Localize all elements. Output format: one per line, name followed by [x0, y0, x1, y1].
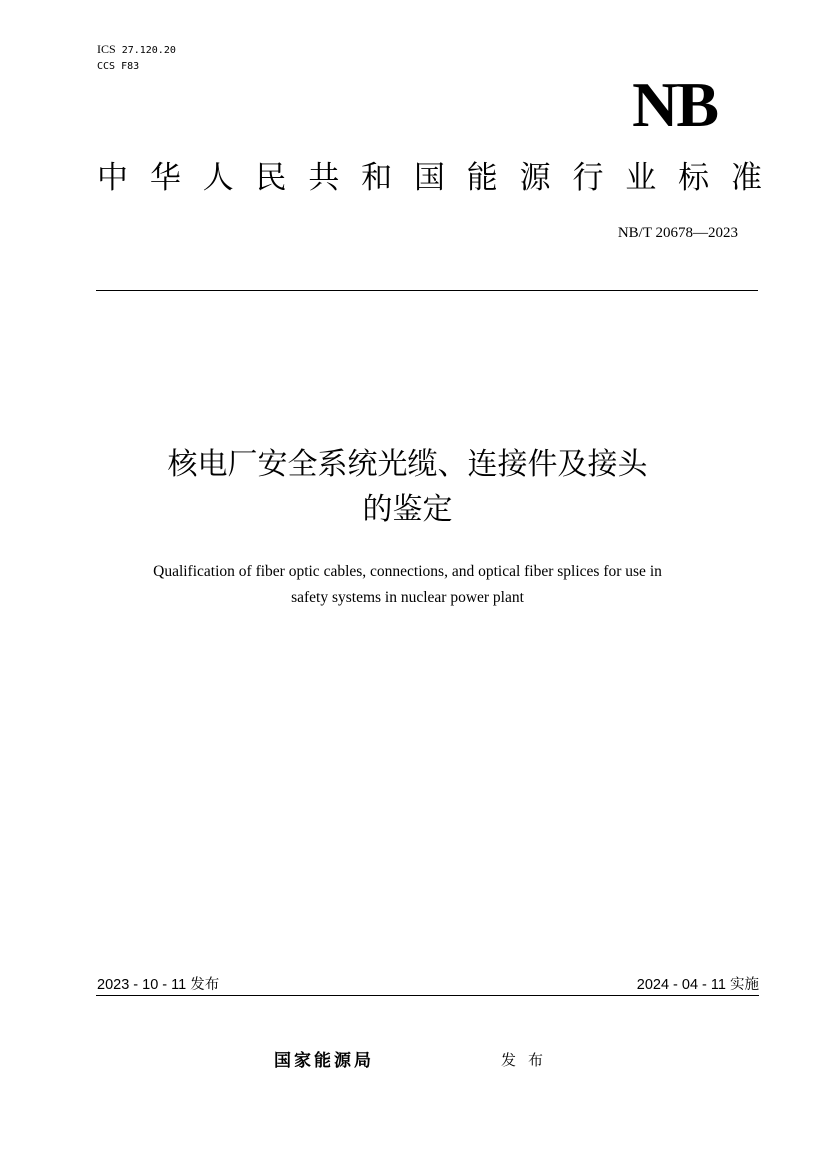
ics-label: ICS — [97, 42, 116, 56]
standard-type-char: 国 — [413, 160, 445, 196]
standard-type-char: 源 — [519, 160, 551, 196]
standard-type-char: 共 — [308, 160, 340, 196]
standard-type-heading — [97, 158, 762, 198]
header-divider — [96, 290, 758, 291]
standard-type-char: 准 — [730, 160, 762, 196]
ccs-classification: CCS F83 — [97, 61, 140, 72]
standard-type-char: 业 — [625, 160, 657, 196]
standard-type-char: 行 — [572, 160, 604, 196]
standard-type-char: 中 — [97, 160, 128, 196]
standard-type-char: 和 — [361, 160, 393, 196]
standard-number: NB/T 20678—2023 — [617, 225, 738, 241]
ics-classification — [97, 42, 176, 58]
ics-code: 27.120.20 — [121, 45, 176, 56]
standard-type-char: 标 — [678, 160, 710, 196]
title-chinese-line-1: 核电厂安全系统光缆、连接件及接头 — [167, 447, 648, 482]
title-chinese-line-2: 的鉴定 — [362, 492, 453, 527]
title-english-line-2: safety systems in nuclear power plant — [291, 589, 524, 606]
standard-type-char: 人 — [202, 160, 234, 196]
standard-type-char: 华 — [149, 160, 181, 196]
date-divider — [96, 995, 759, 996]
title-english-line-1: Qualification of fiber optic cables, connections, and optical fiber splices for use in — [153, 563, 662, 580]
nb-logo: NB — [632, 69, 717, 140]
implementation-date: 2024 - 04 - 11 实施 — [636, 977, 759, 993]
publish-label: 发布 — [501, 1051, 556, 1069]
issuing-authority: 国家能源局 — [274, 1051, 374, 1071]
standard-type-char: 能 — [466, 160, 498, 196]
issue-date: 2023 - 10 - 11 发布 — [97, 977, 220, 993]
standard-type-char: 民 — [255, 160, 287, 196]
